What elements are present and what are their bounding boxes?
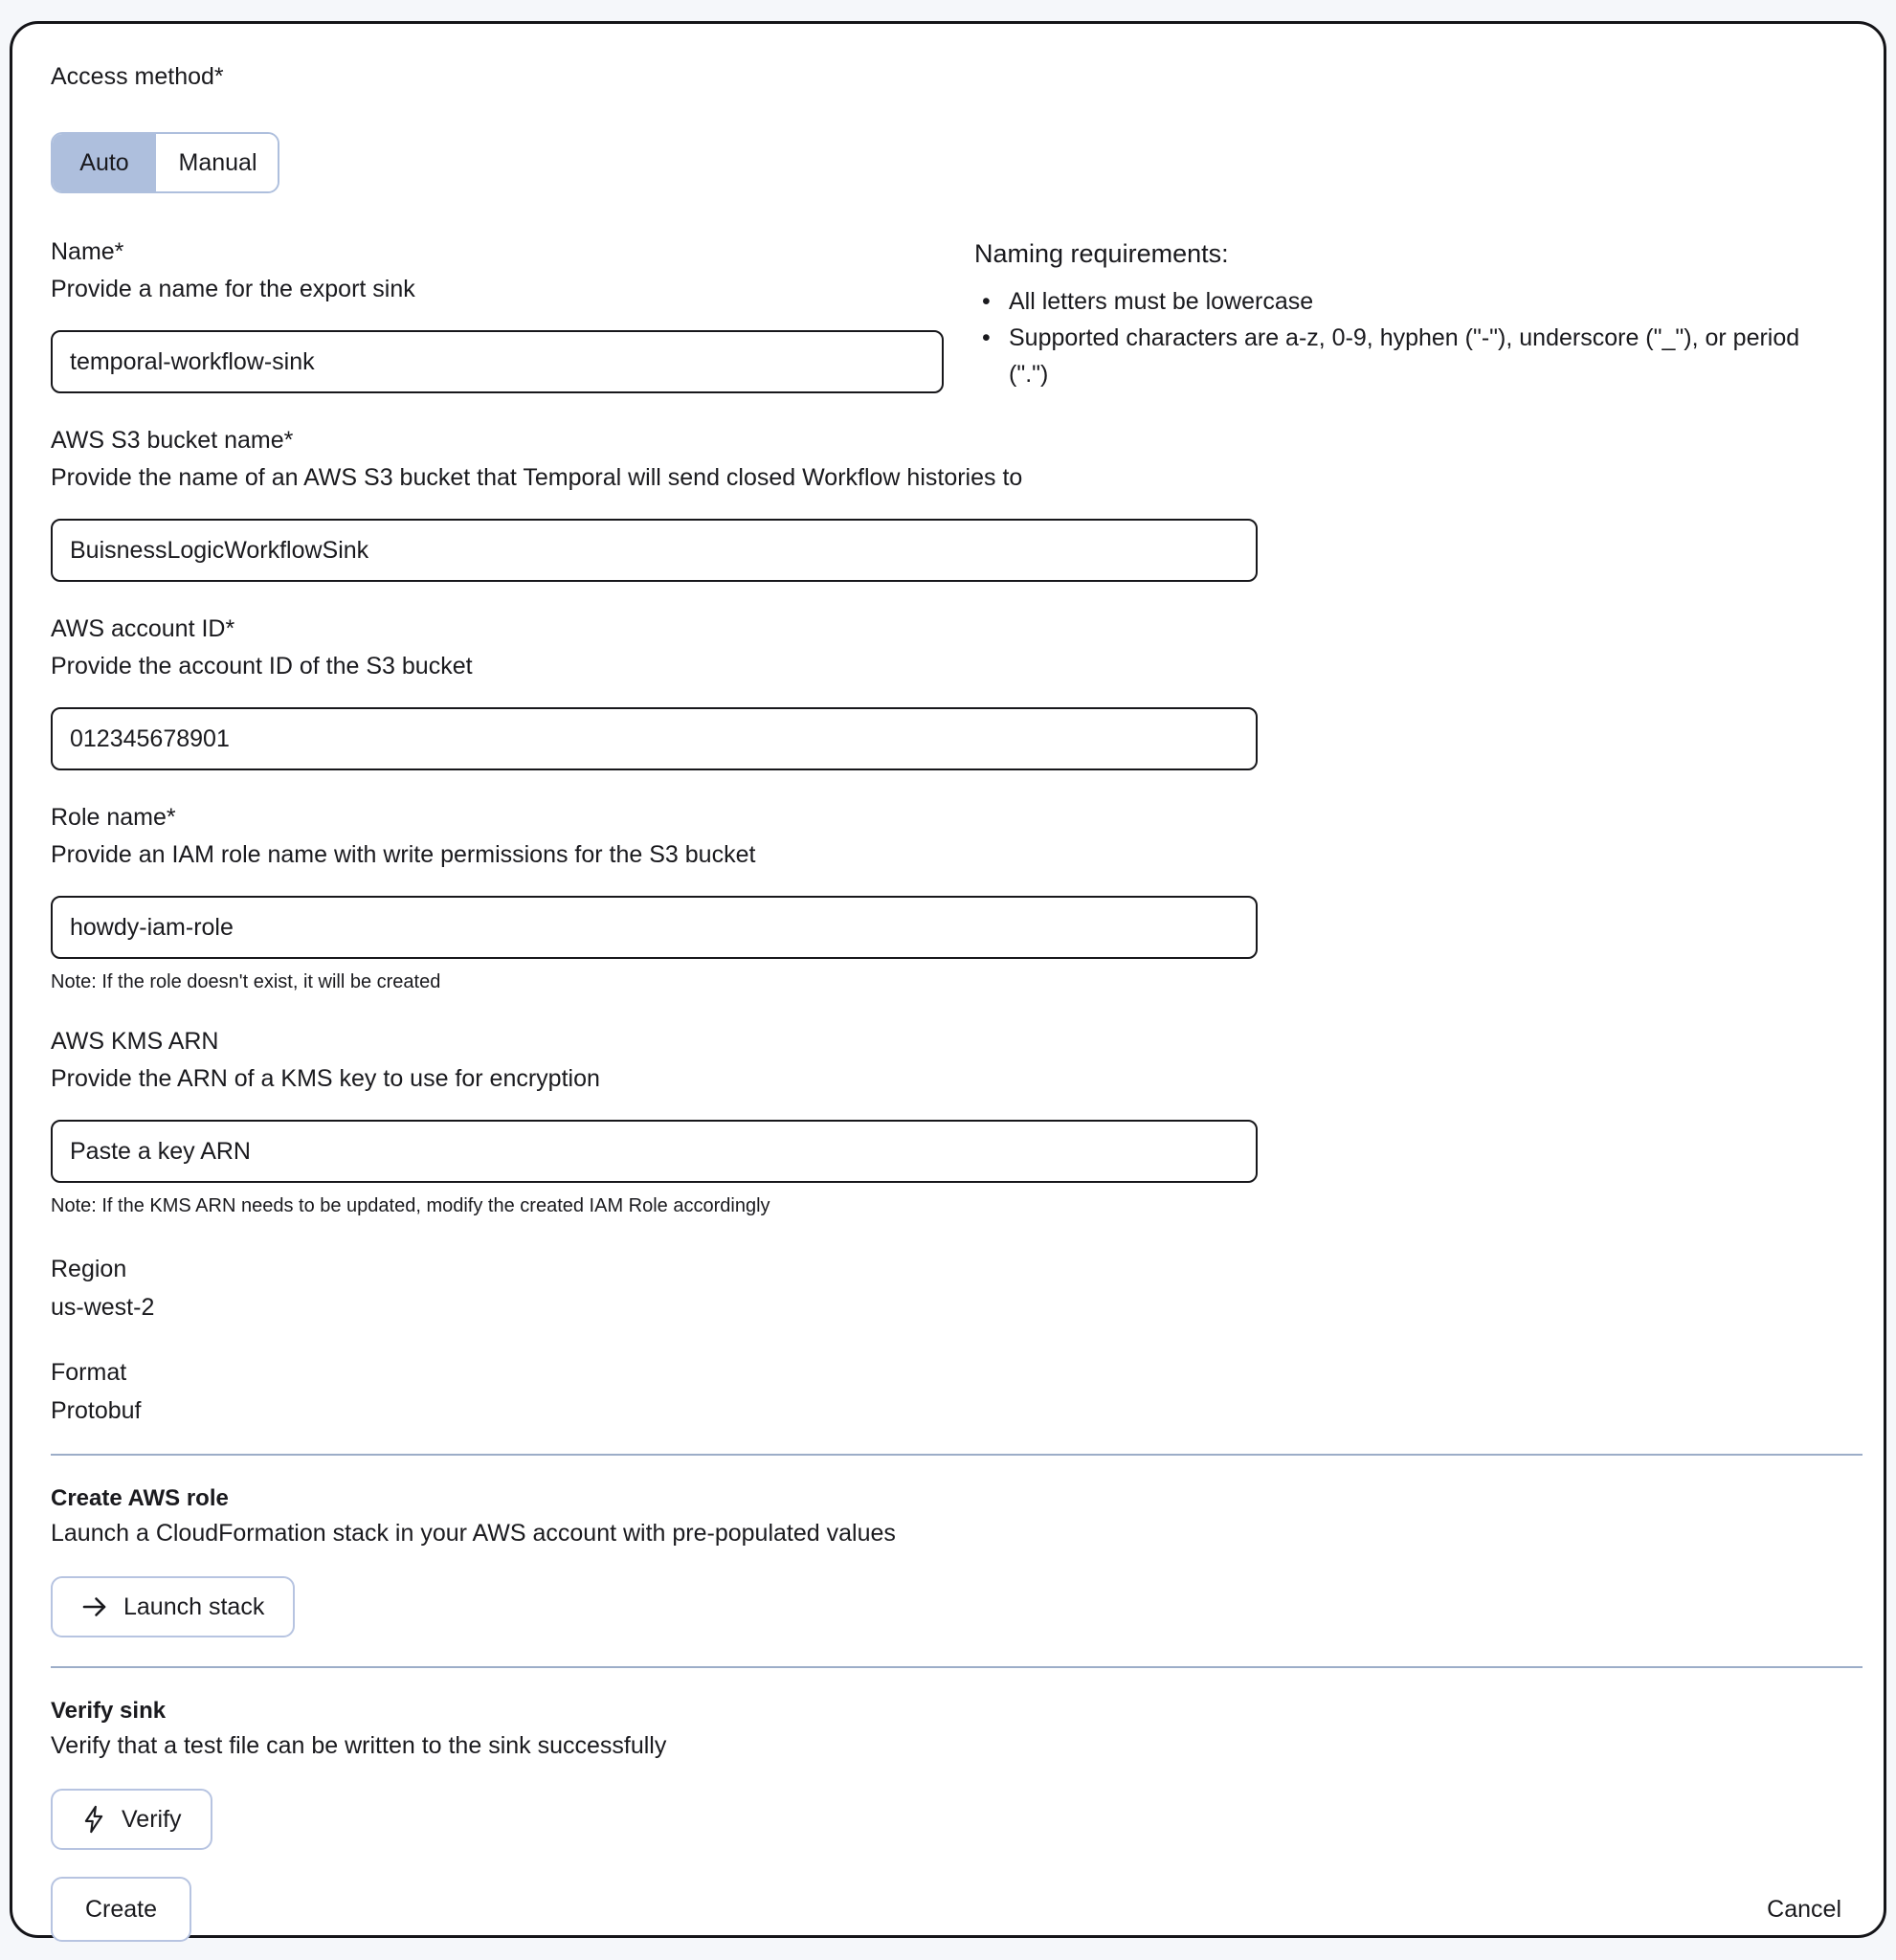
kms-arn-input[interactable] bbox=[51, 1120, 1258, 1183]
access-method-toggle bbox=[51, 132, 279, 193]
naming-requirement-item: • Supported characters are a-z, 0-9, hyphen ("-"), underscore ("_"), or period (".") bbox=[974, 320, 1845, 392]
account-label: AWS account ID* bbox=[51, 615, 235, 642]
role-field-group bbox=[51, 803, 1845, 994]
name-input[interactable] bbox=[51, 330, 944, 393]
name-and-requirements-row bbox=[51, 237, 1845, 393]
bucket-description: Provide the name of an AWS S3 bucket that Temporal will send closed Workflow histories to bbox=[51, 464, 1023, 491]
kms-note: Note: If the KMS ARN needs to be updated, modify the created IAM Role accordingly bbox=[51, 1195, 770, 1216]
arrow-right-icon bbox=[81, 1593, 108, 1620]
form-footer bbox=[51, 1877, 1863, 1942]
role-name-input[interactable] bbox=[51, 896, 1258, 959]
create-role-title: Create AWS role bbox=[51, 1485, 229, 1511]
naming-requirements-list bbox=[974, 283, 1845, 392]
format-label: Format bbox=[51, 1359, 127, 1386]
divider bbox=[51, 1666, 1863, 1668]
format-value: Protobuf bbox=[51, 1397, 142, 1424]
role-description: Provide an IAM role name with write permissions for the S3 bucket bbox=[51, 841, 756, 868]
divider bbox=[51, 1454, 1863, 1456]
verify-sink-description: Verify that a test file can be written to the sink successfully bbox=[51, 1732, 667, 1759]
access-method-label: Access method* bbox=[51, 63, 224, 90]
name-description: Provide a name for the export sink bbox=[51, 276, 415, 302]
bucket-label: AWS S3 bucket name* bbox=[51, 427, 294, 454]
naming-requirements-heading: Naming requirements: bbox=[974, 239, 1229, 268]
create-role-section bbox=[51, 1484, 1845, 1637]
account-field-group bbox=[51, 614, 1845, 770]
region-field bbox=[51, 1255, 1845, 1322]
launch-stack-button[interactable] bbox=[51, 1576, 295, 1637]
access-method-option-manual[interactable]: Manual bbox=[156, 134, 278, 191]
kms-description: Provide the ARN of a KMS key to use for encryption bbox=[51, 1065, 600, 1092]
role-note: Note: If the role doesn't exist, it will be created bbox=[51, 971, 441, 992]
name-field-group bbox=[51, 237, 944, 393]
bucket-input[interactable] bbox=[51, 519, 1258, 582]
lightning-bolt-icon bbox=[81, 1805, 106, 1834]
region-label: Region bbox=[51, 1256, 127, 1282]
format-field bbox=[51, 1358, 1845, 1425]
account-description: Provide the account ID of the S3 bucket bbox=[51, 653, 473, 679]
verify-label: Verify bbox=[122, 1805, 182, 1833]
region-value: us-west-2 bbox=[51, 1294, 155, 1321]
kms-field-group bbox=[51, 1027, 1845, 1218]
access-method-option-auto[interactable]: Auto bbox=[53, 134, 156, 191]
naming-requirement-item: • All letters must be lowercase bbox=[974, 283, 1845, 320]
role-label: Role name* bbox=[51, 804, 176, 831]
verify-sink-section bbox=[51, 1697, 1845, 1850]
launch-stack-label: Launch stack bbox=[123, 1592, 265, 1620]
bucket-field-group bbox=[51, 426, 1845, 582]
verify-sink-title: Verify sink bbox=[51, 1698, 167, 1724]
export-sink-form-panel bbox=[10, 21, 1886, 1938]
cancel-button[interactable]: Cancel bbox=[1767, 1896, 1863, 1924]
verify-button[interactable] bbox=[51, 1789, 212, 1850]
create-role-description: Launch a CloudFormation stack in your AWS account with pre-populated values bbox=[51, 1520, 896, 1547]
create-button[interactable]: Create bbox=[51, 1877, 191, 1942]
name-label: Name* bbox=[51, 238, 124, 265]
account-id-input[interactable] bbox=[51, 707, 1258, 770]
kms-label: AWS KMS ARN bbox=[51, 1028, 219, 1055]
naming-requirements bbox=[970, 237, 1845, 393]
